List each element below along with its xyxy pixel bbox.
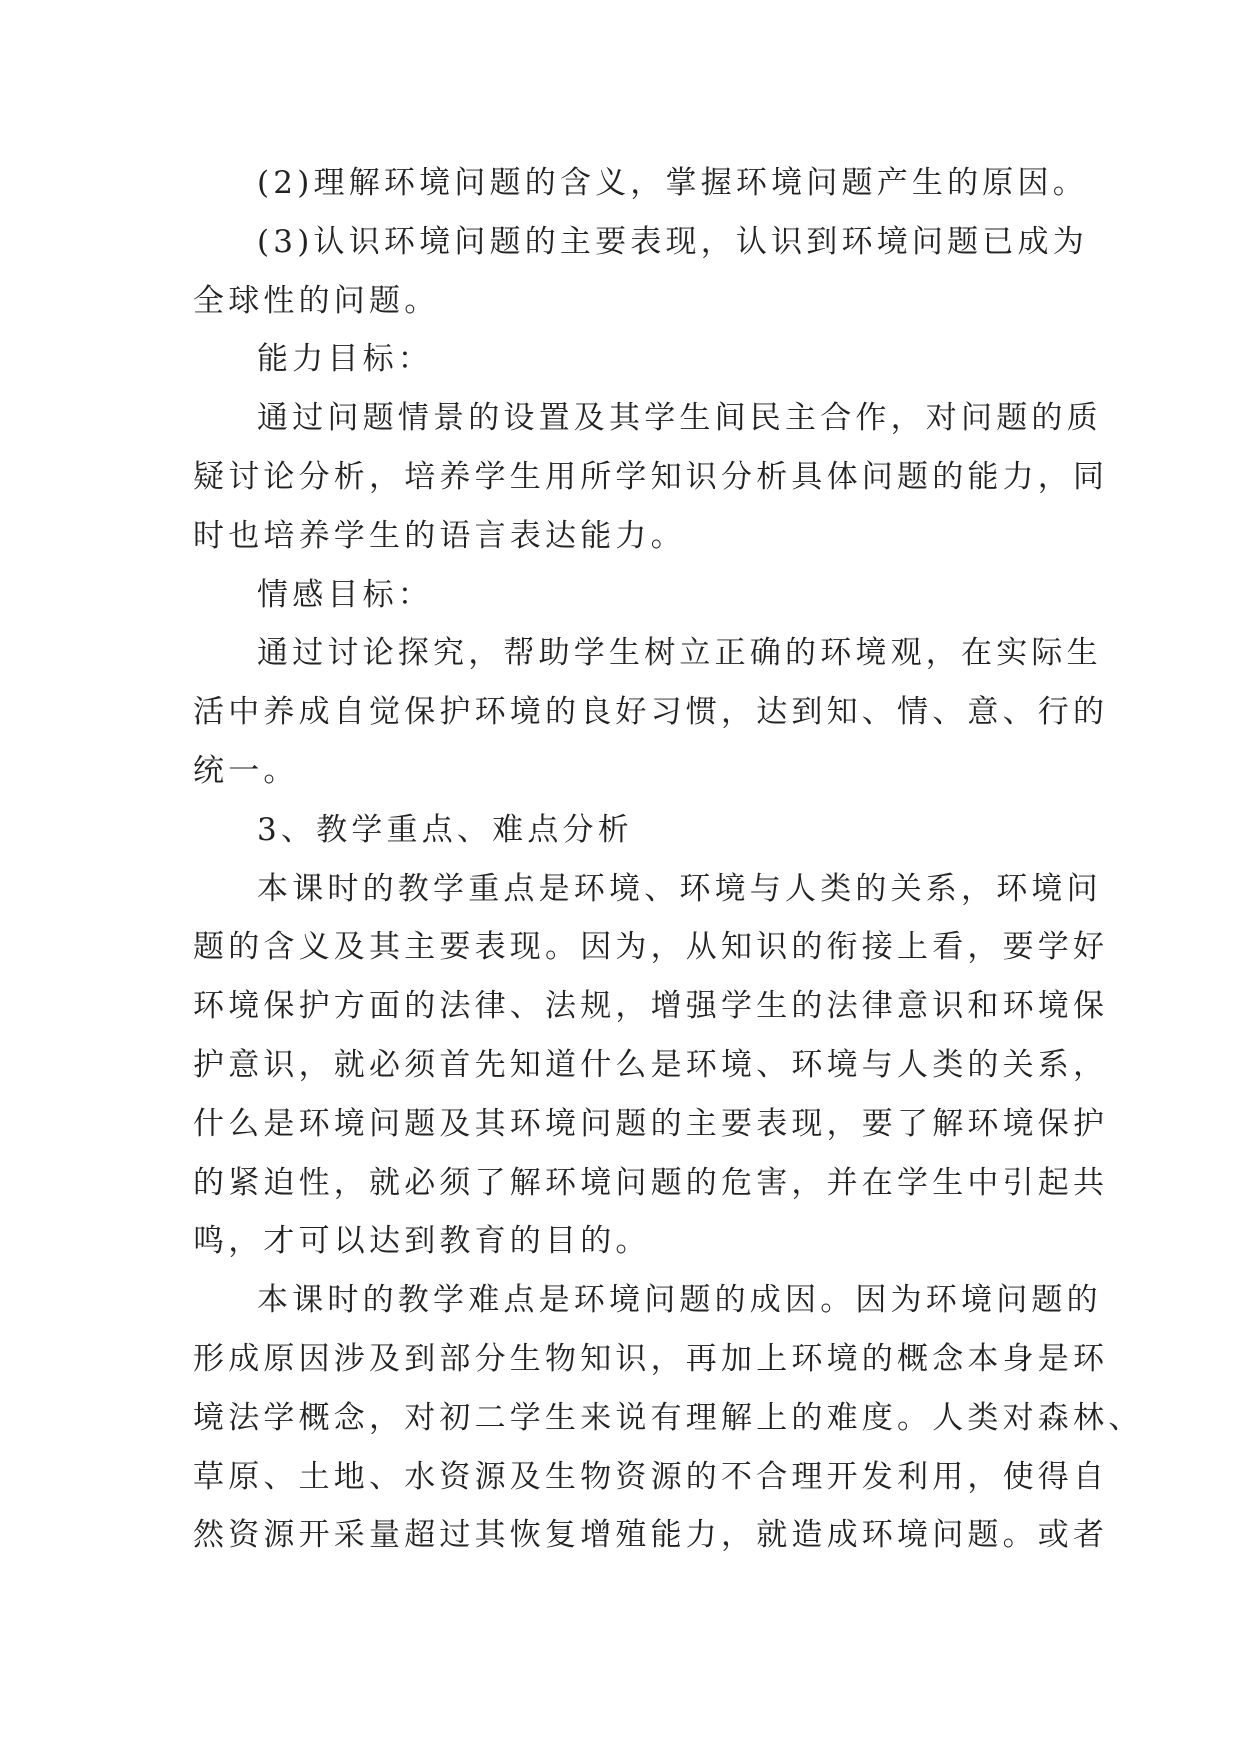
text-line: 的紧迫性，就必须了解环境问题的危害，并在学生中引起共 <box>193 1164 1109 1201</box>
text-line: 时也培养学生的语言表达能力。 <box>193 517 686 554</box>
text-line: 全球性的问题。 <box>193 282 440 319</box>
text-line: (3)认识环境问题的主要表现，认识到环境问题已成为 <box>257 223 1088 260</box>
text-line: 通过讨论探究，帮助学生树立正确的环境观，在实际生 <box>257 635 1102 672</box>
text-line: 本课时的教学重点是环境、环境与人类的关系，环境问 <box>257 870 1102 907</box>
text-line: 形成原因涉及到部分生物知识，再加上环境的概念本身是环 <box>193 1340 1109 1377</box>
text-line: 环境保护方面的法律、法规，增强学生的法律意识和环境保 <box>193 988 1109 1025</box>
text-line: 疑讨论分析，培养学生用所学知识分析具体问题的能力，同 <box>193 458 1109 495</box>
text-line: 草原、土地、水资源及生物资源的不合理开发利用，使得自 <box>193 1458 1109 1495</box>
section-heading: 情感目标： <box>257 576 433 613</box>
text-line: (2)理解环境问题的含义，掌握环境问题产生的原因。 <box>257 165 1088 201</box>
text-line: 境法学概念，对初二学生来说有理解上的难度。人类对森林、 <box>193 1399 1144 1436</box>
section-heading: 3、教学重点、难点分析 <box>257 811 633 848</box>
text-line: 什么是环境问题及其环境问题的主要表现，要了解环境保护 <box>193 1105 1109 1142</box>
section-heading: 能力目标： <box>257 341 433 378</box>
text-line: 本课时的教学难点是环境问题的成因。因为环境问题的 <box>257 1282 1102 1319</box>
text-line: 题的含义及其主要表现。因为，从知识的衔接上看，要学好 <box>193 929 1109 966</box>
text-line: 护意识，就必须首先知道什么是环境、环境与人类的关系， <box>193 1046 1109 1083</box>
text-line: 鸣，才可以达到教育的目的。 <box>193 1223 651 1260</box>
document-body <box>193 154 1144 1565</box>
text-line: 通过问题情景的设置及其学生间民主合作，对问题的质 <box>257 400 1102 437</box>
text-line: 统一。 <box>193 752 299 789</box>
text-line: 活中养成自觉保护环境的良好习惯，达到知、情、意、行的 <box>193 694 1109 731</box>
text-line: 然资源开采量超过其恢复增殖能力，就造成环境问题。或者 <box>193 1517 1109 1554</box>
